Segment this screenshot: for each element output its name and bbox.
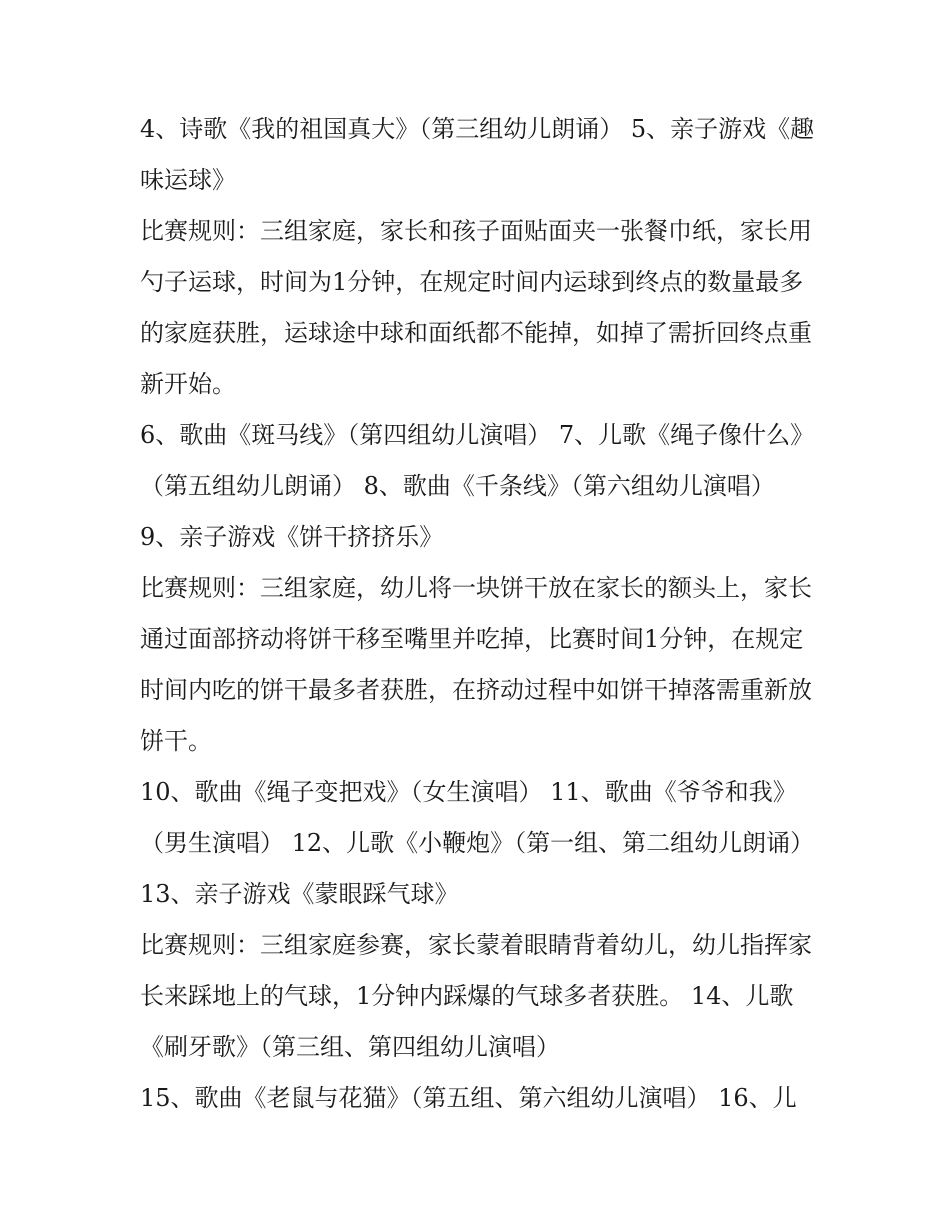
game-rules-ball-carry: 比赛规则：三组家庭，家长和孩子面贴面夹一张餐巾纸，家长用勺子运球，时间为1分钟，在规定时间内运球到终点的数量最多的家庭获胜，运球途中球和面纸都不能掉，如掉了需折回终点重新开始。 xyxy=(140,217,812,398)
document-body xyxy=(140,104,820,1124)
program-items-4-5: 4、诗歌《我的祖国真大》（第三组幼儿朗诵） 5、亲子游戏《趣味运球》 xyxy=(140,115,815,194)
program-items-6-9: 6、歌曲《斑马线》（第四组幼儿演唱） 7、儿歌《绳子像什么》（第五组幼儿朗诵） 8、歌曲《千条线》（第六组幼儿演唱） 9、亲子游戏《饼干挤挤乐》 xyxy=(140,421,815,551)
program-items-15-16: 15、歌曲《老鼠与花猫》（第五组、第六组幼儿演唱） 16、儿 xyxy=(140,1084,797,1112)
program-items-10-13: 10、歌曲《绳子变把戏》（女生演唱） 11、歌曲《爷爷和我》（男生演唱） 12、儿歌《小鞭炮》（第一组、第二组幼儿朗诵） 13、亲子游戏《蒙眼踩气球》 xyxy=(140,778,815,908)
game-rules-balloon: 比赛规则：三组家庭参赛，家长蒙着眼睛背着幼儿，幼儿指挥家长来踩地上的气球，1分钟内踩爆的气球多者获胜。 14、儿歌《刷牙歌》（第三组、第四组幼儿演唱） xyxy=(140,931,812,1061)
game-rules-biscuit: 比赛规则：三组家庭，幼儿将一块饼干放在家长的额头上，家长通过面部挤动将饼干移至嘴里并吃掉，比赛时间1分钟，在规定时间内吃的饼干最多者获胜，在挤动过程中如饼干掉落需重新放饼干。 xyxy=(140,574,812,755)
